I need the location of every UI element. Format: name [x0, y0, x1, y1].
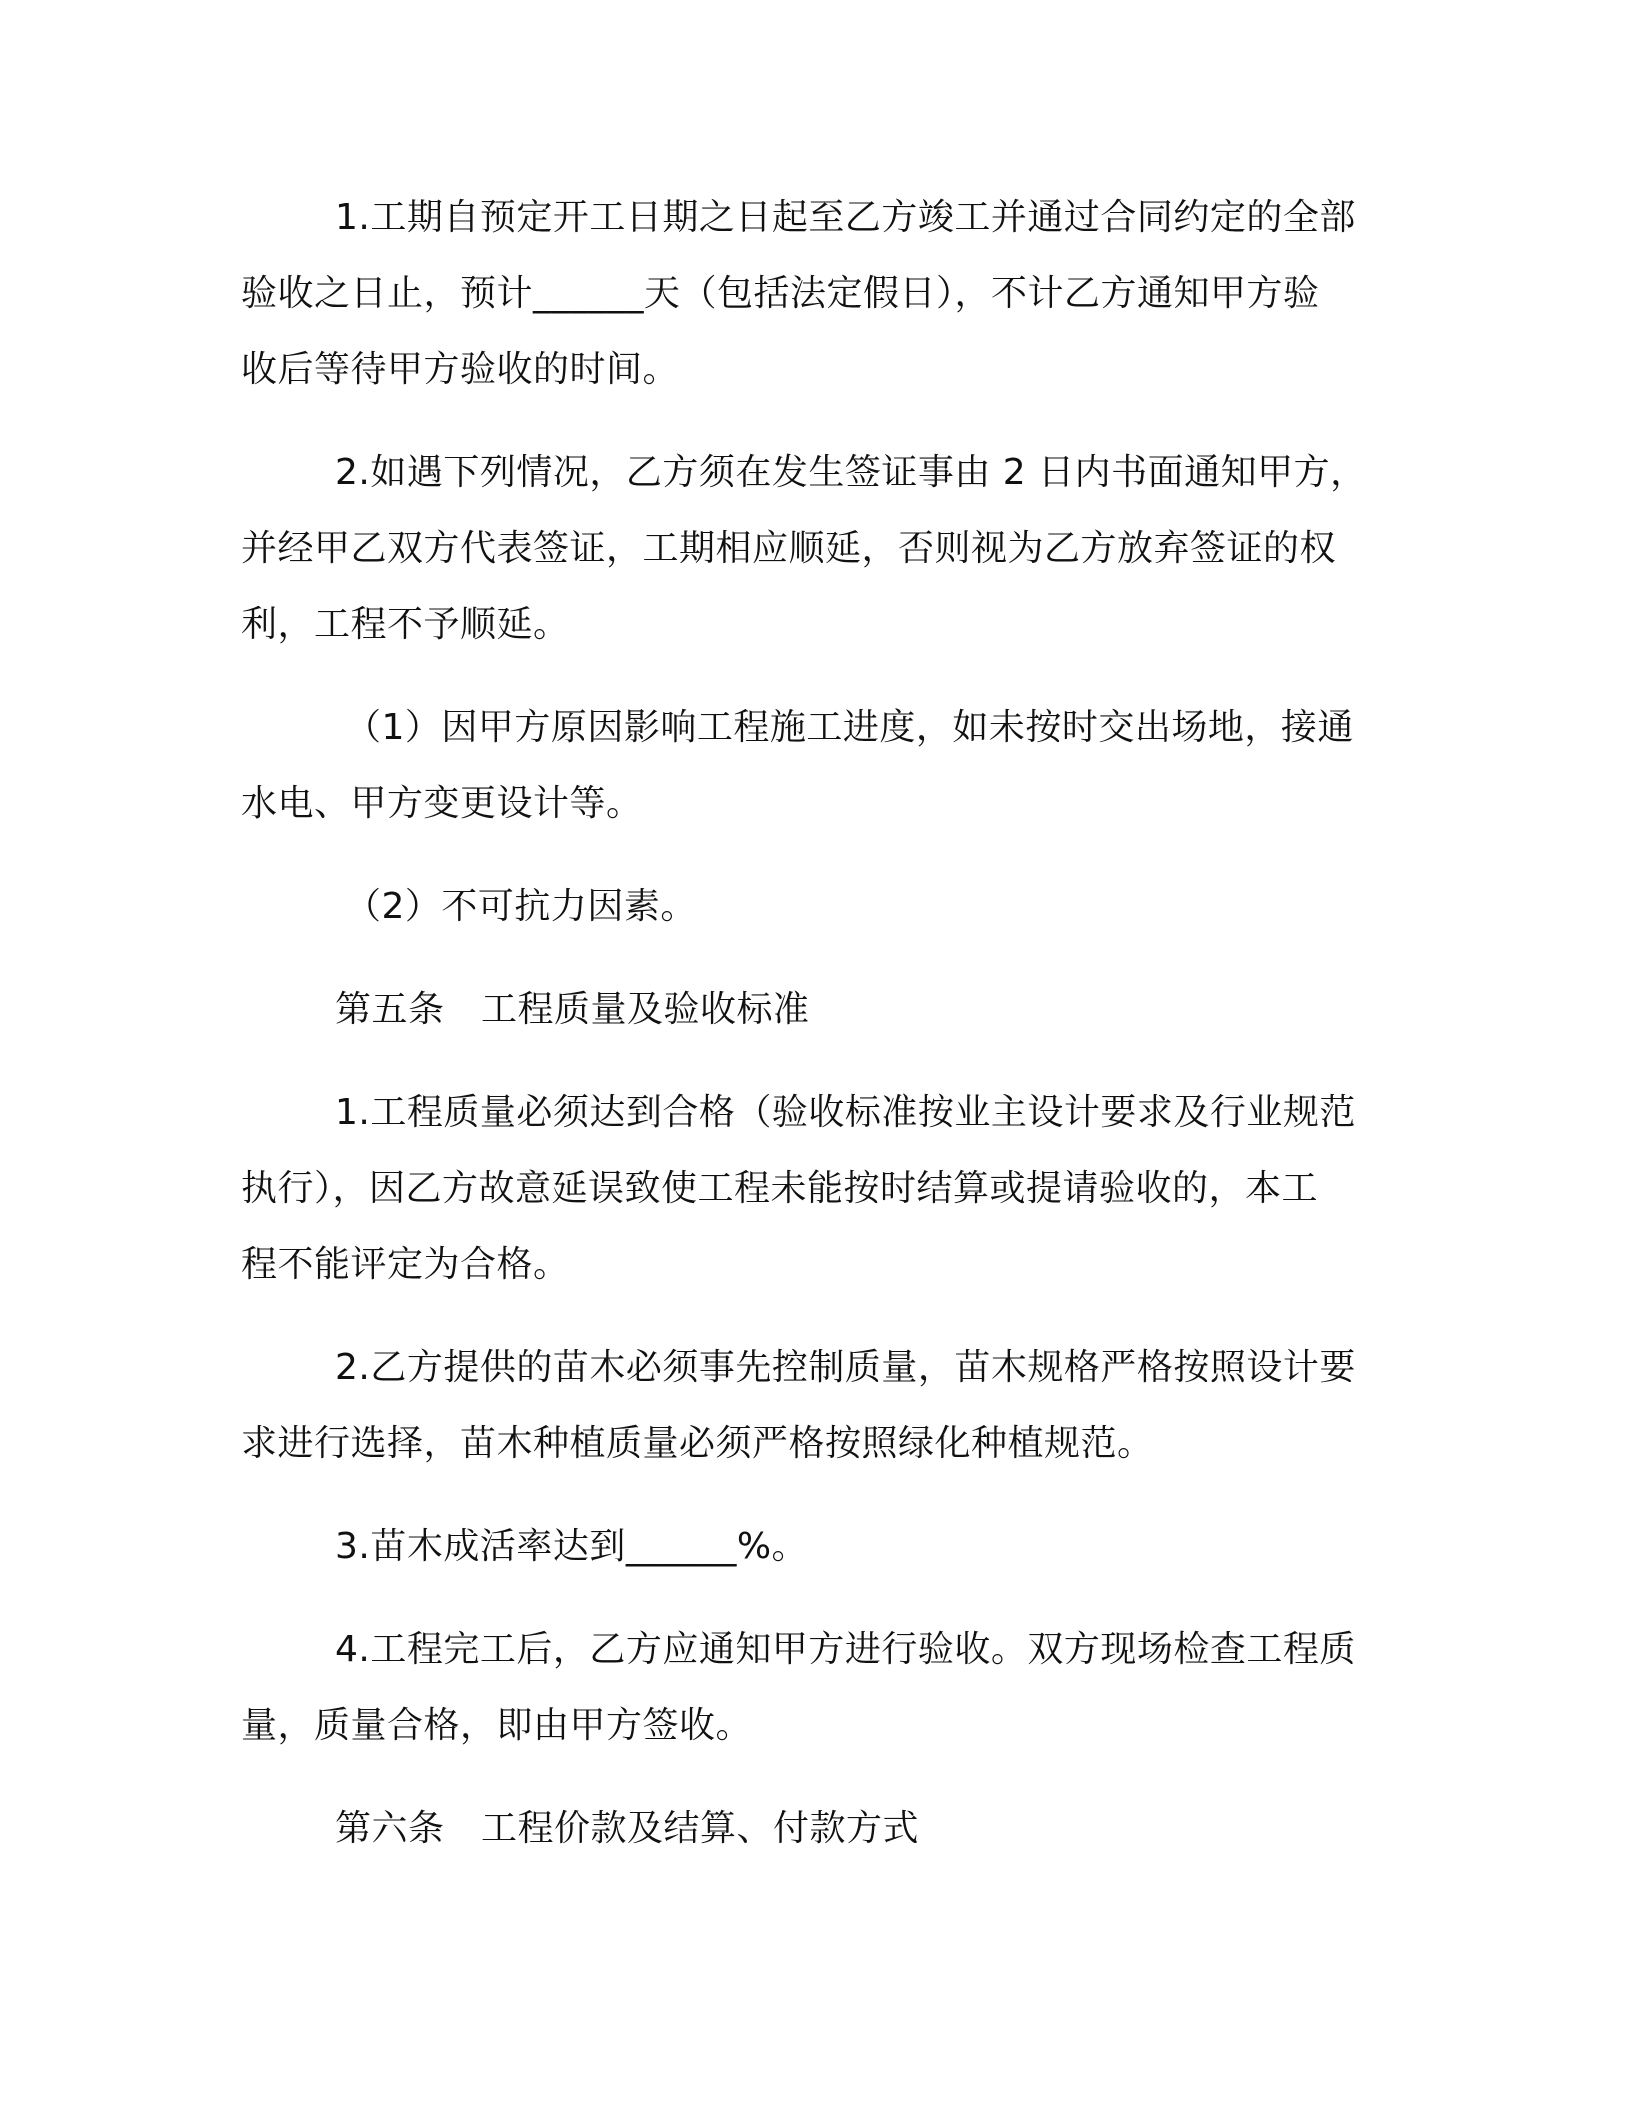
paragraph-line: 程不能评定为合格。: [241, 1244, 570, 1285]
paragraph-line: 执行），因乙方故意延误致使工程未能按时结算或提请验收的，本工: [241, 1168, 1319, 1209]
paragraph-line: 2.乙方提供的苗木必须事先控制质量，苗木规格严格按照设计要: [335, 1347, 1356, 1388]
paragraph-line: 1.工期自预定开工日期之日起至乙方竣工并通过合同约定的全部: [335, 197, 1356, 238]
paragraph-line: （2）不可抗力因素。: [345, 886, 697, 927]
paragraph-line: 2.如遇下列情况，乙方须在发生签证事由 2 日内书面通知甲方，: [335, 452, 1367, 493]
article-five-heading: 第五条 工程质量及验收标准: [335, 989, 810, 1030]
paragraph-line: 3.苗木成活率达到______%。: [335, 1526, 809, 1567]
paragraph-line: 水电、甲方变更设计等。: [241, 783, 643, 824]
paragraph-line: 量，质量合格，即由甲方签收。: [241, 1705, 753, 1746]
paragraph-line: 收后等待甲方验收的时间。: [241, 349, 680, 390]
paragraph-line: 1.工程质量必须达到合格（验收标准按业主设计要求及行业规范: [335, 1092, 1356, 1133]
paragraph-line: 验收之日止，预计______天（包括法定假日），不计乙方通知甲方验: [241, 273, 1320, 314]
paragraph-line: 4.工程完工后，乙方应通知甲方进行验收。双方现场检查工程质: [335, 1629, 1356, 1670]
article-six-heading: 第六条 工程价款及结算、付款方式: [335, 1808, 920, 1849]
paragraph-line: 并经甲乙双方代表签证，工期相应顺延，否则视为乙方放弃签证的权: [241, 528, 1337, 569]
paragraph-line: （1）因甲方原因影响工程施工进度，如未按时交出场地，接通: [345, 707, 1354, 748]
paragraph-line: 利，工程不予顺延。: [241, 604, 570, 645]
paragraph-line: 求进行选择，苗木种植质量必须严格按照绿化种植规范。: [241, 1423, 1154, 1464]
